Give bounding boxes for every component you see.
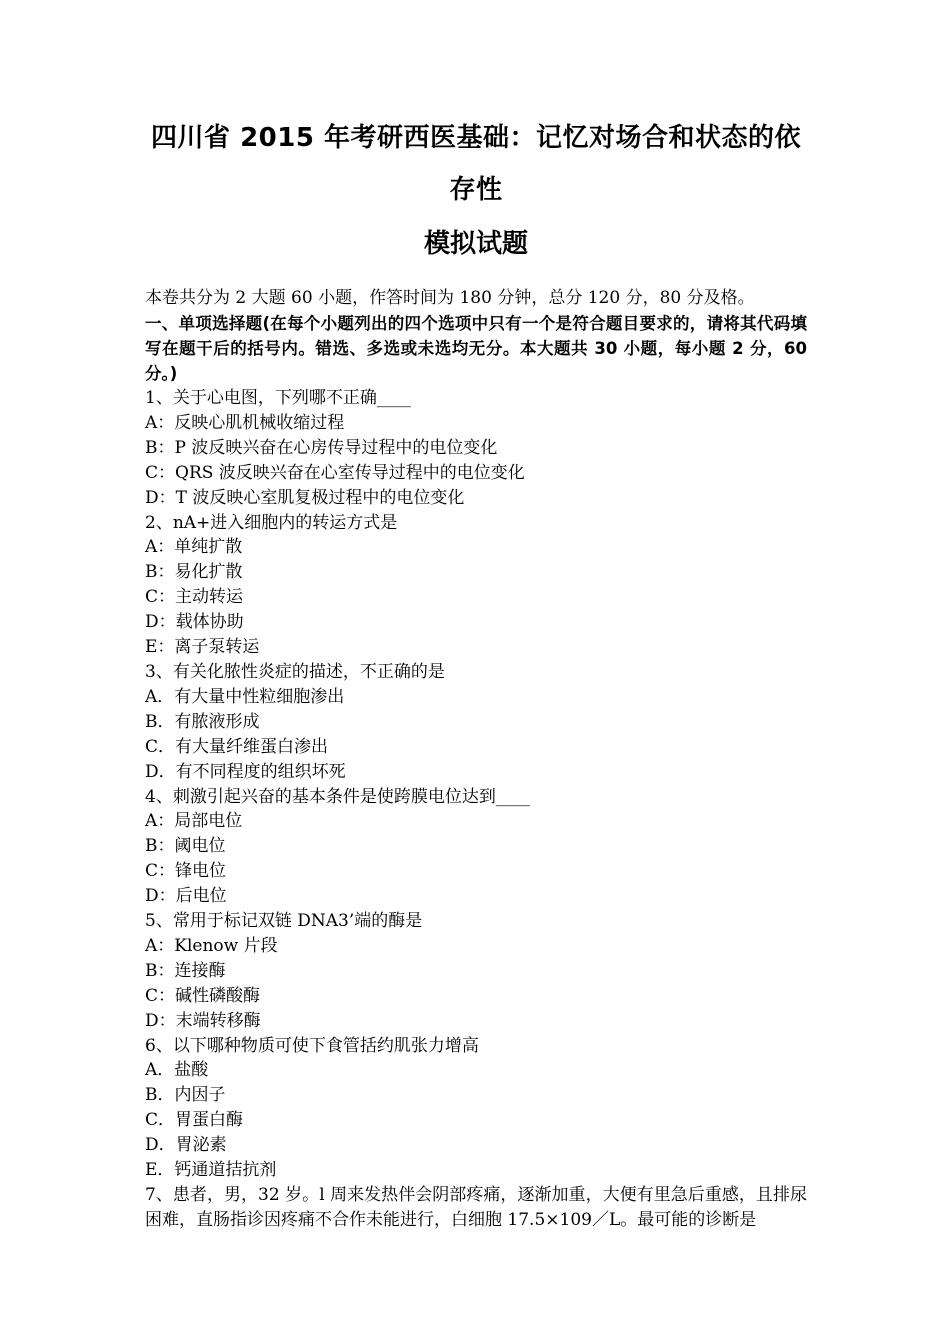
option: A．有大量中性粒细胞渗出: [145, 686, 345, 707]
option: D．有不同程度的组织坏死: [145, 761, 346, 782]
option: C：锋电位: [145, 861, 227, 882]
question-stem: 3、有关化脓性炎症的描述，不正确的是: [145, 661, 445, 682]
option: A：局部电位: [145, 811, 243, 832]
option: B：阈电位: [145, 836, 226, 857]
question-3: [145, 660, 807, 785]
section-heading: 一、单项选择题(在每个小题列出的四个选项中只有一个是符合题目要求的，请将其代码填写在题干后的括号内。错选、多选或未选均无分。本大题共 30 小题，每小题 2 分，60 分。): [145, 314, 807, 383]
option: E：离子泵转运: [145, 637, 260, 658]
option: B．内因子: [145, 1085, 226, 1106]
document-title-line-1: 四川省 2015 年考研西医基础：记忆对场合和状态的依存性: [151, 123, 801, 205]
option: A：Klenow 片段: [145, 935, 278, 956]
exam-intro: 本卷共分为 2 大题 60 小题，作答时间为 180 分钟，总分 120 分，80 分及格。: [145, 288, 755, 308]
option: D：末端转移酶: [145, 1010, 261, 1031]
option: C：碱性磷酸酶: [145, 985, 261, 1006]
option: C．胃蛋白酶: [145, 1110, 244, 1131]
document-title-line-2: 模拟试题: [423, 229, 528, 259]
document-page: [145, 112, 807, 1233]
option: C：主动转运: [145, 587, 244, 608]
question-stem: 6、以下哪种物质可使下食管括约肌张力增高: [145, 1035, 479, 1056]
question-5: [145, 909, 807, 1034]
option: D．胃泌素: [145, 1135, 227, 1156]
question-stem: 7、患者，男，32 岁。l 周来发热伴会阴部疼痛，逐渐加重，大便有里急后重感，且排尿困难，直肠指诊因疼痛不合作未能进行，白细胞 17.5×109／L。最可能的诊断是: [145, 1185, 807, 1230]
option: D：载体协助: [145, 612, 244, 633]
question-6: [145, 1034, 807, 1183]
question-4: [145, 785, 807, 910]
option: D：后电位: [145, 886, 227, 907]
option: C．有大量纤维蛋白渗出: [145, 736, 329, 757]
option: B．有脓液形成: [145, 711, 260, 732]
question-1: [145, 386, 807, 511]
option: A．盐酸: [145, 1060, 209, 1081]
option: D：T 波反映心室肌复极过程中的电位变化: [145, 487, 465, 508]
question-2: [145, 511, 807, 660]
question-stem: 4、刺激引起兴奋的基本条件是使跨膜电位达到____: [145, 786, 530, 807]
option: A：反映心肌机械收缩过程: [145, 412, 345, 433]
option: B：P 波反映兴奋在心房传导过程中的电位变化: [145, 437, 498, 458]
option: E．钙通道拮抗剂: [145, 1160, 277, 1181]
question-7: [145, 1183, 807, 1233]
option: A：单纯扩散: [145, 537, 243, 558]
question-stem: 1、关于心电图，下列哪不正确____: [145, 388, 411, 408]
option: C：QRS 波反映兴奋在心室传导过程中的电位变化: [145, 462, 525, 483]
option: B：连接酶: [145, 960, 226, 981]
option: B：易化扩散: [145, 562, 243, 583]
question-stem: 5、常用于标记双链 DNA3’端的酶是: [145, 911, 423, 932]
question-stem: 2、nA+进入细胞内的转运方式是: [145, 512, 398, 533]
